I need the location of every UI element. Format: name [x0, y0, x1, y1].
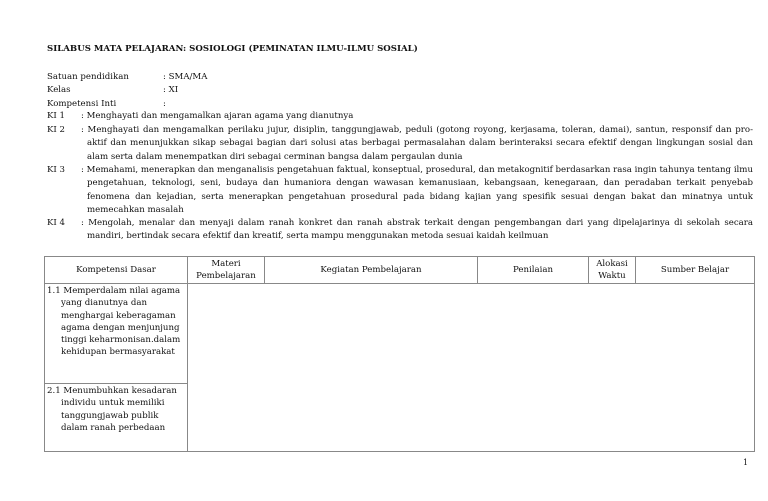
ki-item	[47, 124, 753, 164]
ki-text: : Mengolah, menalar dan menyaji dalam ranah konkret dan ranah abstrak terkait dengan pengembangan dari yang dipelajarinya di sekolah secara mandiri, bertindak secara efektif dan kreatif, serta mampu menggunakan metoda sesuai kaidah keilmuan	[81, 218, 753, 242]
ki-item	[47, 110, 753, 123]
empty-cell	[188, 284, 755, 452]
ki-item	[47, 164, 753, 218]
header-kegiatan: Kegiatan Pembelajaran	[265, 257, 478, 284]
document-title: SILABUS MATA PELAJARAN: SOSIOLOGI (PEMINATAN ILMU-ILMU SOSIAL)	[47, 44, 418, 54]
ki-code: KI 4	[47, 218, 66, 228]
table-row	[45, 284, 755, 384]
meta-value: : XI	[163, 85, 179, 95]
header-alokasi-waktu: Alokasi Waktu	[589, 257, 636, 284]
kd-cell	[45, 284, 188, 384]
ki-text: : Memahami, menerapkan dan menganalisis pengetahuan faktual, konseptual, prosedural, dan metakognitif berdasarkan rasa ingin tahunya tentang ilmu pengetahuan, teknologi, seni, budaya dan humaniora dengan wawasan kemanusiaan, kebangsaan, kenegaraan, dan peradaban terkait penyebab fenomena dan kejadian, serta menerapkan pengetahuan prosedural pada bidang kajian yang spesifik sesuai dengan bakat dan minatnya untuk memecahkan masalah	[81, 165, 753, 216]
meta-label: Kelas	[47, 85, 71, 95]
meta-value: :	[163, 99, 166, 109]
meta-value: : SMA/MA	[163, 72, 208, 82]
table-header-row	[45, 257, 755, 284]
ki-item	[47, 217, 753, 244]
ki-text: : Menghayati dan mengamalkan ajaran agama yang dianutnya	[81, 111, 354, 121]
syllabus-table	[44, 256, 755, 452]
header-penilaian: Penilaian	[478, 257, 589, 284]
kd-text: 2.1 Menumbuhkan kesadaran individu untuk memiliki tanggungjawab publik dalam ranah perbedaan	[47, 386, 177, 433]
kd-cell	[45, 384, 188, 452]
ki-text: : Menghayati dan mengamalkan perilaku jujur, disiplin, tanggungjawab, peduli (gotong royong, kerjasama, toleran, damai), santun, responsif dan pro-aktif dan menunjukkan sikap sebagai bagian dari solusi atas berbagai permasalahan dalam berinteraksi secara efektif dengan lingkungan sosial dan alam serta dalam menempatkan diri sebagai cerminan bangsa dalam pergaulan dunia	[81, 125, 753, 162]
meta-label: Kompetensi Inti	[47, 99, 117, 109]
ki-code: KI 3	[47, 165, 66, 175]
header-sumber-belajar: Sumber Belajar	[636, 257, 755, 284]
ki-code: KI 1	[47, 111, 66, 121]
header-materi: Materi Pembelajaran	[188, 257, 265, 284]
page-number: 1	[743, 458, 749, 467]
kd-text: 1.1 Memperdalam nilai agama yang dianutnya dan menghargai keberagaman agama dengan menjunjung tinggi keharmonisan.dalam kehidupan bermasyarakat	[47, 286, 181, 358]
ki-code: KI 2	[47, 125, 66, 135]
header-kompetensi-dasar: Kompetensi Dasar	[45, 257, 188, 284]
meta-label: Satuan pendidikan	[47, 72, 129, 82]
